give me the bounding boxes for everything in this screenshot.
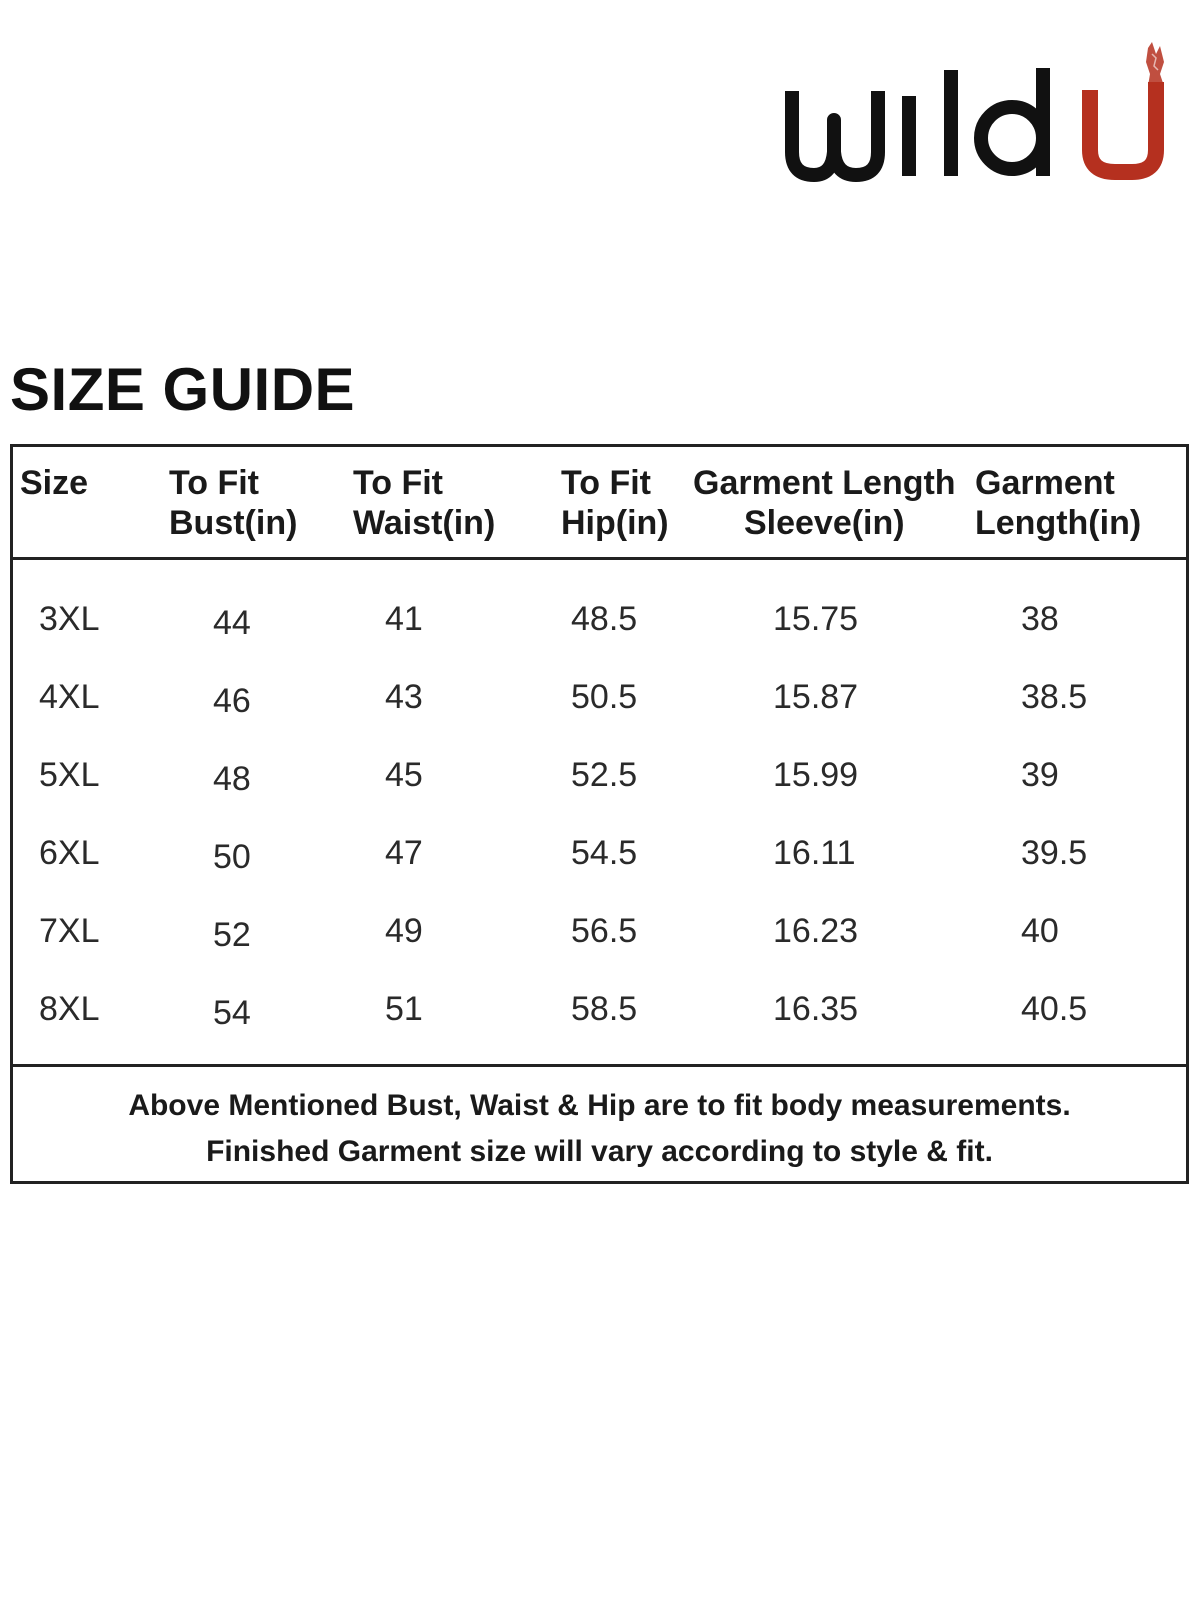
header-size: Size — [20, 464, 89, 502]
wild-u-logo-graphic — [780, 40, 1180, 200]
cell-garment-length: 40 — [1021, 912, 1059, 950]
cell-garment-length: 40.5 — [1021, 990, 1088, 1028]
cell-waist: 51 — [385, 990, 423, 1028]
cell-garment-length: 39 — [1021, 756, 1059, 794]
fit-note-line-1: Above Mentioned Bust, Waist & Hip are to fit body measurements. — [128, 1089, 1071, 1122]
cell-size: 8XL — [39, 990, 100, 1028]
table-row — [13, 662, 1186, 740]
header-waist: To Fit Waist(in) — [353, 464, 496, 542]
cell-waist: 43 — [385, 678, 423, 716]
cell-bust: 52 — [213, 916, 251, 954]
table-row — [13, 740, 1186, 818]
cell-hip: 58.5 — [571, 990, 638, 1028]
cell-sleeve: 16.23 — [773, 912, 859, 950]
table-row — [13, 818, 1186, 896]
cell-size: 5XL — [39, 756, 100, 794]
header-hip: To Fit Hip(in) — [561, 464, 669, 542]
header-sleeve: Garment Length Sleeve(in) — [693, 464, 956, 542]
size-guide-table — [10, 444, 1189, 1184]
table-row — [13, 584, 1186, 662]
cell-bust: 54 — [213, 994, 251, 1032]
cell-garment-length: 39.5 — [1021, 834, 1088, 872]
cell-waist: 47 — [385, 834, 423, 872]
cell-size: 7XL — [39, 912, 100, 950]
header-bust: To Fit Bust(in) — [169, 464, 298, 542]
cell-bust: 44 — [213, 604, 251, 642]
cell-garment-length: 38.5 — [1021, 678, 1088, 716]
cell-size: 3XL — [39, 600, 100, 638]
table-row — [13, 974, 1186, 1052]
header-garment-length: Garment Length(in) — [975, 464, 1142, 542]
cell-hip: 54.5 — [571, 834, 638, 872]
cell-hip: 50.5 — [571, 678, 638, 716]
cell-hip: 48.5 — [571, 600, 638, 638]
cell-sleeve: 16.11 — [773, 834, 856, 872]
cell-hip: 56.5 — [571, 912, 638, 950]
cell-waist: 41 — [385, 600, 423, 638]
cell-sleeve: 15.87 — [773, 678, 859, 716]
cell-hip: 52.5 — [571, 756, 638, 794]
fit-note-line-2: Finished Garment size will vary according to style & fit. — [206, 1135, 993, 1168]
cell-sleeve: 15.99 — [773, 756, 859, 794]
cell-waist: 45 — [385, 756, 423, 794]
page-title: SIZE GUIDE — [10, 356, 356, 423]
cell-bust: 46 — [213, 682, 251, 720]
cell-garment-length: 38 — [1021, 600, 1059, 638]
table-header-row — [13, 447, 1186, 560]
cell-sleeve: 16.35 — [773, 990, 859, 1028]
brand-logo — [780, 40, 1180, 200]
cell-sleeve: 15.75 — [773, 600, 859, 638]
cell-size: 6XL — [39, 834, 100, 872]
cell-size: 4XL — [39, 678, 100, 716]
fit-note — [13, 1067, 1186, 1184]
cell-bust: 48 — [213, 760, 251, 798]
table-row — [13, 896, 1186, 974]
table-body — [13, 560, 1186, 1067]
cell-bust: 50 — [213, 838, 251, 876]
cell-waist: 49 — [385, 912, 423, 950]
